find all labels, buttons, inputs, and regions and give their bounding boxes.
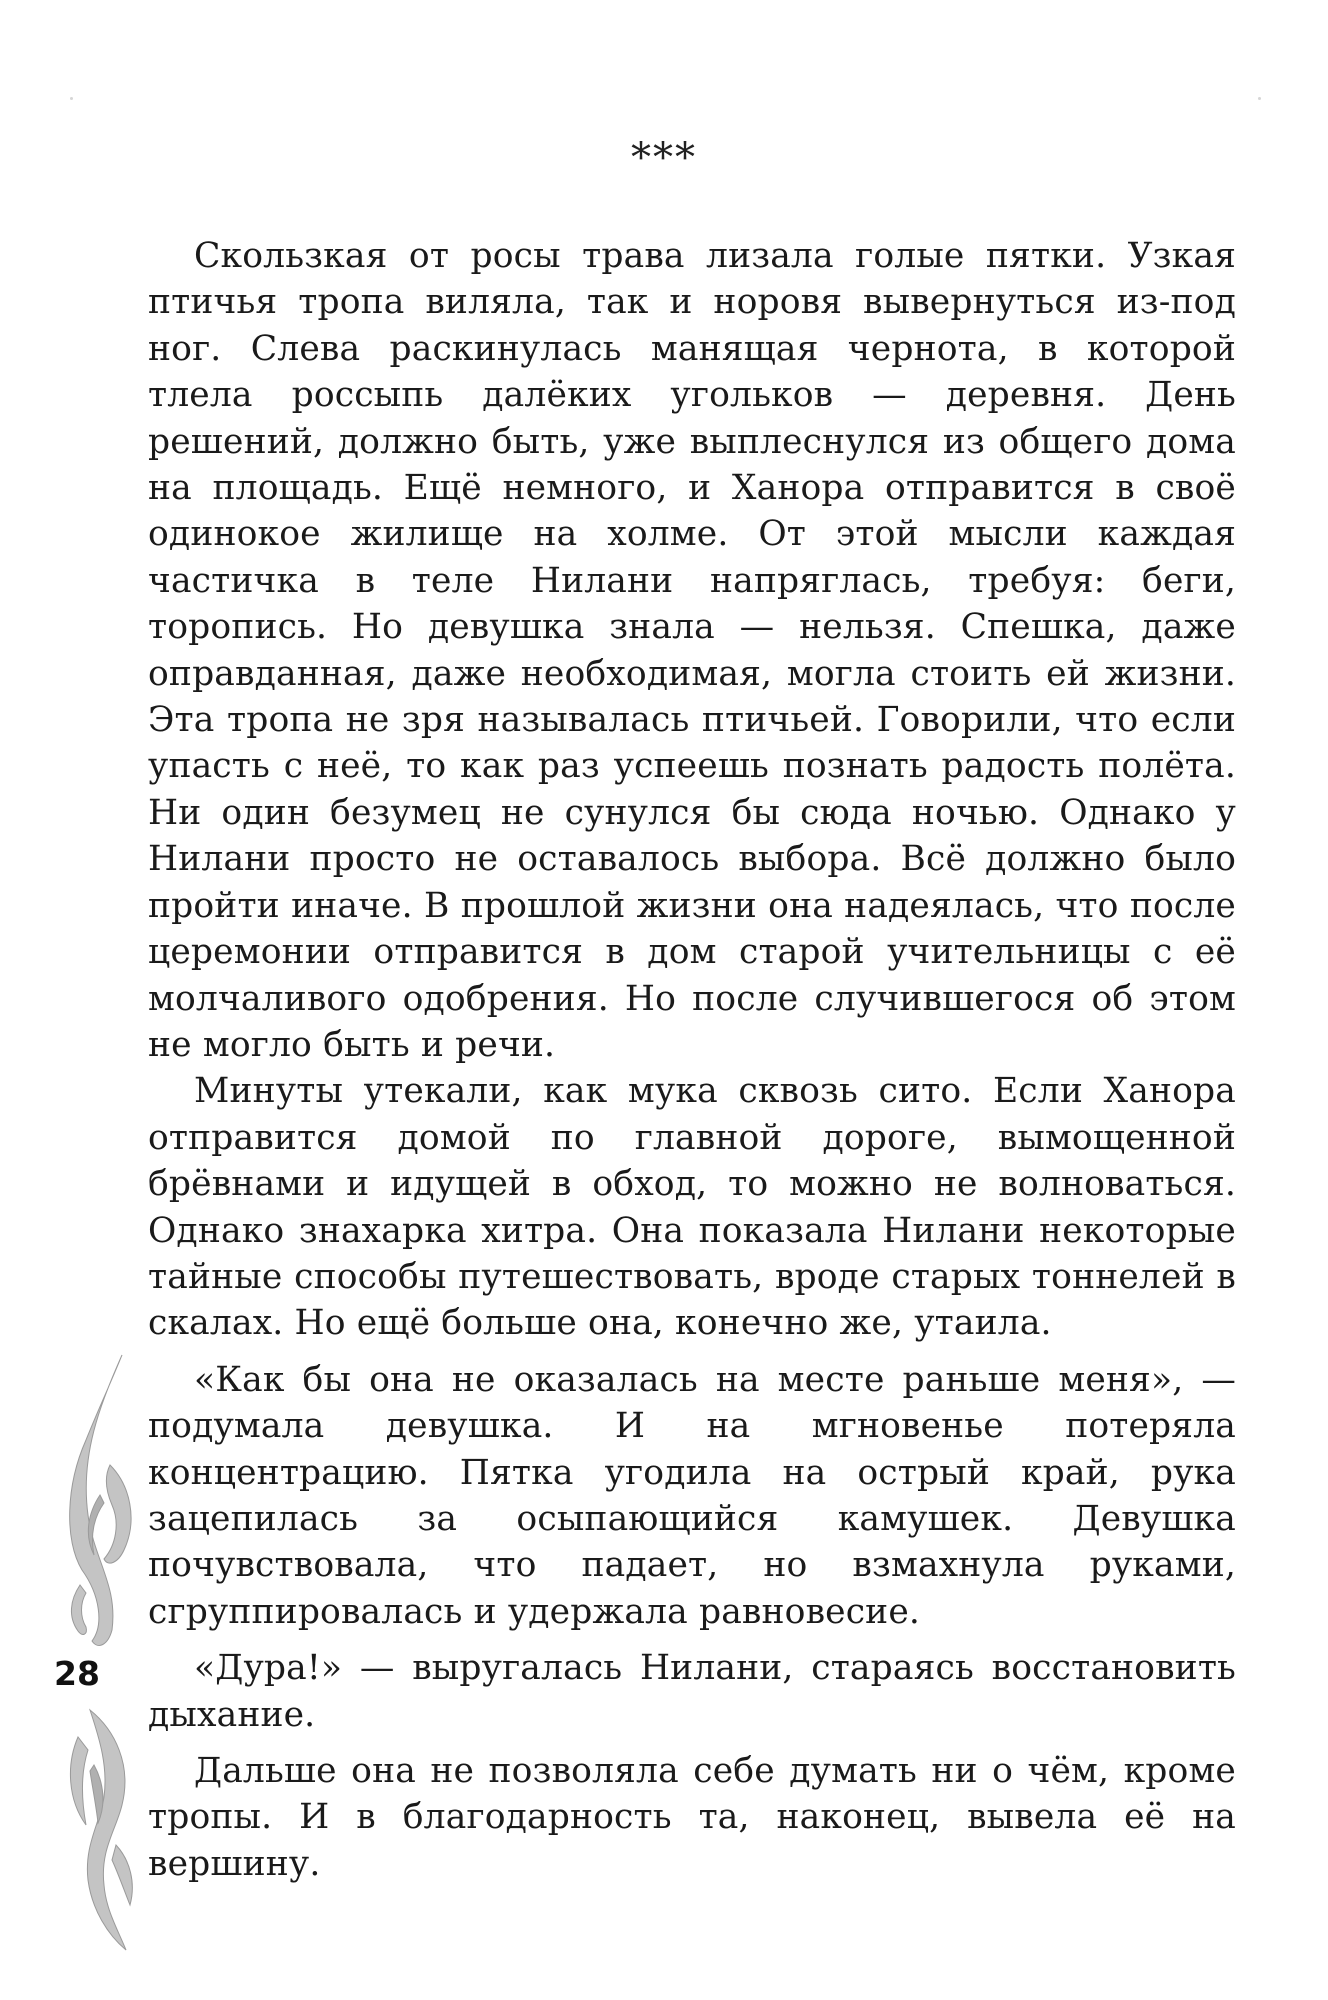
- paragraph-5: Дальше она не позволяла себе думать ни о чём, кроме тропы. И в благодарность та, наконец, вывела её на вершину.: [148, 1751, 1236, 1884]
- body-text: [148, 233, 1236, 1887]
- paragraph-1: Скользкая от росы трава лизала голые пятки. Узкая птичья тропа виляла, так и норовя вывернуться из-под ног. Слева раскинулась манящая чернота, в которой тлела россыпь далёких угольков — деревня. День решений, должно быть, уже выплеснулся из общего дома на площадь. Ещё немного, и Ханора отправится в своё одинокое жилище на холме. От этой мысли каждая частичка в теле Нилани напряглась, требуя: беги, торопись. Но девушка знала — нельзя. Спешка, даже оправданная, даже необходимая, могла стоить ей жизни. Эта тропа не зря называлась птичьей. Говорили, что если упасть с неё, то как раз успеешь познать радость полёта. Ни один безумец не сунулся бы сюда ночью. Однако у Нилани просто не оставалось выбора. Всё должно было пройти иначе. В прошлой жизни она надеялась, что после церемонии отправится в дом старой учительницы с её молчаливого одобрения. Но после случившегося об этом не могло быть и речи.: [148, 236, 1236, 1065]
- paragraph-3: «Как бы она не оказалась на месте раньше меня», — подумала девушка. И на мгновенье потеряла концентрацию. Пятка угодила на острый край, рука зацепилась за осыпающийся камушек. Девушка почувствовала, что падает, но взмахнула руками, сгруппировалась и удержала равновесие.: [148, 1359, 1236, 1632]
- paragraph-4: «Дура!» — выругалась Нилани, стараясь восстановить дыхание.: [148, 1648, 1236, 1735]
- paragraph-2: Минуты утекали, как мука сквозь сито. Если Ханора отправится домой по главной дороге, вымощенной брёвнами и идущей в обход, то можно не волноваться. Однако знахарка хитра. Она показала Нилани некоторые тайные способы путешествовать, вроде старых тоннелей в скалах. Но ещё больше она, конечно же, утаила.: [148, 1071, 1236, 1344]
- scan-speck-right: [1258, 97, 1261, 100]
- page-number: 28: [54, 1654, 100, 1693]
- margin-ornament-icon: [60, 1345, 150, 1955]
- section-separator: ***: [631, 135, 697, 181]
- scan-speck-left: [70, 97, 73, 100]
